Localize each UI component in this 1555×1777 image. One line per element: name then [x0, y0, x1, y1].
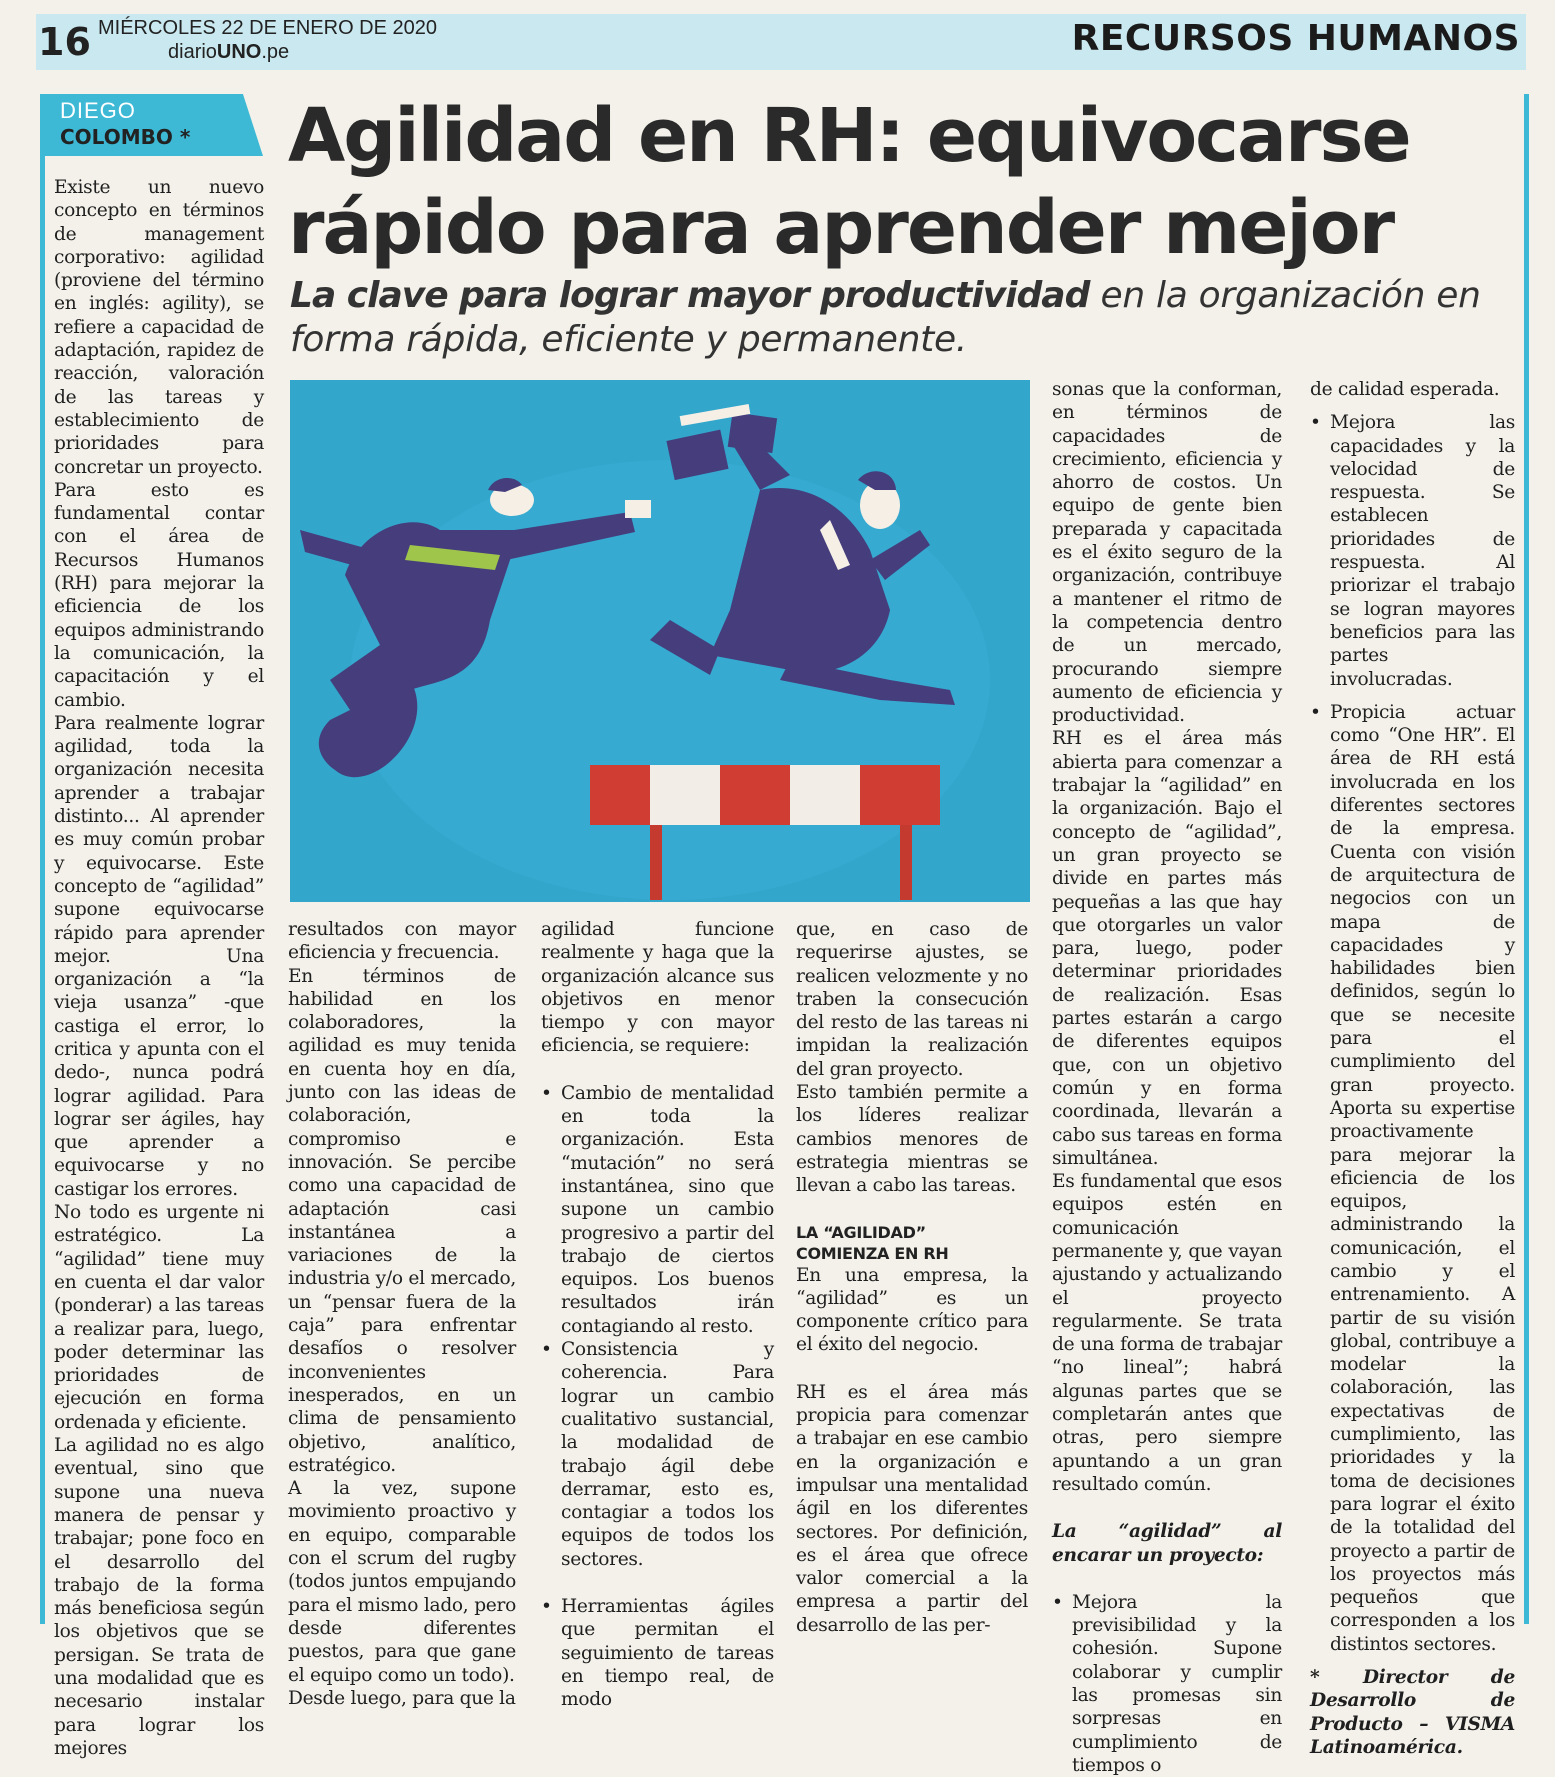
- background-glow: [350, 460, 990, 900]
- author-first-name: DIEGO: [60, 98, 136, 123]
- headline: [288, 90, 1518, 274]
- site-brand: UNO: [216, 41, 262, 63]
- bullet-item: • Propicia actuar como “One HR”. El área de RH está involucrada en los diferentes sectores de la empresa. Cuenta con visión de arquitectura de negocios con un mapa de capacidades y habilidades bien definidos, según lo que se necesite para el cumplimiento del gran proyecto. Aporta su expertise proactivamente para mejorar la eficiencia de los equipos, administrando la comunicación, el cambio y el entrenamiento. A partir de su visión global, contribuye a modelar la colaboración, las expectativas de cumplimiento, las prioridades y la toma de decisiones para lograr el éxito de la totalidad del proyecto a partir de los proyectos más pequeños que corresponden a los distintos sectores.: [1310, 701, 1515, 1656]
- section-subtitle-line-1: LA “AGILIDAD”: [796, 1222, 926, 1242]
- site-suffix: .pe: [261, 41, 290, 63]
- paragraph: Esto también permite a los líderes realizar cambios menores de estrategia mientras se llevan a cabo las tareas.: [796, 1082, 1028, 1197]
- author-last-name: COLOMBO *: [60, 125, 191, 149]
- bullet-item: • Mejora las capacidades y la velocidad de respuesta. Se establecen prioridades de respuesta. Al priorizar el trabajo se logran mayores beneficios para las partes involucradas.: [1310, 411, 1515, 691]
- paragraph: En una empresa, la “agilidad” es un componente crítico para el éxito del negocio.: [796, 1264, 1028, 1356]
- paragraph: En términos de habilidad en los colaboradores, la agilidad es muy tenida en cuenta hoy en día, junto con las ideas de colaboración, compromiso e innovación. Se percibe como una capacidad de adaptación casi instantánea a variaciones de la industria y/o el mercado, un “pensar fuera de la caja” para enfrentar desafíos o resolver inconvenientes inesperados, en un clima de pensamiento objetivo, analítico, estratégico.: [288, 965, 516, 1476]
- hurdle-segment: [650, 765, 720, 825]
- column-6: [1310, 378, 1515, 1759]
- paragraph: sonas que la conforman, en términos de capacidades de crecimiento, eficiencia y ahorro de costos. Un equipo de gente bien preparada y capacitada es el éxito seguro de la organización, contribuye a mantener el ritmo de la competencia dentro de un mercado, procurando siempre aumento de eficiencia y productividad.: [1052, 379, 1282, 727]
- column-4: [796, 918, 1028, 1637]
- paragraph: A la vez, supone movimiento proactivo y en equipo, comparable con el scrum del rugby (todos juntos empujando para el mismo lado, pero desde diferentes puestos, para que gane el equipo como un todo).: [288, 1478, 516, 1686]
- subheadline-rest: en la organización en forma rápida, eficiente y permanente.: [290, 275, 1481, 360]
- hurdle-segment: [790, 765, 860, 825]
- site-prefix: diario: [168, 41, 217, 63]
- bullet-item: • Herramientas ágiles que permitan el seguimiento de tareas en tiempo real, de modo: [541, 1595, 774, 1711]
- paragraph: resultados con mayor eficiencia y frecuencia.: [288, 919, 516, 964]
- paragraph: RH es el área más abierta para comenzar a trabajar la “agilidad” en la organización. Bajo el concepto de “agilidad”, un gran proyecto se divide en partes más pequeñas a las que hay que otorgarles un valor para, luego, poder determinar prioridades de realización. Esas partes estarán a cargo de diferentes equipos que, con un objetivo común y en forma coordinada, llevarán a cabo sus tareas en forma simultánea.: [1052, 728, 1282, 1169]
- paragraph: Es fundamental que esos equipos estén en comunicación permanente y, que vayan ajustando y actualizando el proyecto regularmente. Se trata de una forma de trabajar “no lineal”; habrá algunas partes que se completarán antes que otras, pero siempre apuntando a un gran resultado común.: [1052, 1171, 1282, 1495]
- headline-line-2: rápido para aprender mejor: [288, 185, 1394, 271]
- paragraph: que, en caso de requerirse ajustes, se realicen velozmente y no traben la consecución del resto de las tareas ni impidan la realización del gran proyecto.: [796, 919, 1028, 1080]
- author-credit: * Director de Desarrollo de Producto – VISMA Latinoamérica.: [1310, 1667, 1515, 1758]
- hurdle-segment: [590, 765, 650, 825]
- left-accent-rule: [40, 94, 45, 1624]
- paragraph: de calidad esperada.: [1310, 379, 1500, 400]
- paragraph: Desde luego, para que la: [288, 1687, 516, 1709]
- section-subtitle: [796, 1222, 1028, 1264]
- paragraph: Existe un nuevo concepto en términos de management corporativo: agilidad (proviene del término en inglés: agility), se refiere a capacidad de adaptación, rapidez de reacción, valoración de las tareas y establecimiento de prioridades para concretar un proyecto.: [54, 177, 264, 478]
- bullet-item: • Consistencia y coherencia. Para lograr un cambio cualitativo sustancial, la modalidad de trabajo ágil debe derramar, esto es, contagiar a todos los equipos de todos los sectores.: [541, 1338, 774, 1571]
- page-number: 16: [38, 20, 91, 64]
- paragraph: agilidad funcione realmente y haga que la organización alcance sus objetivos en menor tiempo y con mayor eficiencia, se requiere:: [541, 919, 774, 1057]
- headline-line-1: Agilidad en RH: equivocarse: [288, 93, 1410, 179]
- paragraph: La agilidad no es algo eventual, sino que supone una nueva manera de pensar y trabajar; pone foco en el desarrollo del trabajo de la forma más beneficiosa según los objetivos que se persigan. Se trata de una modalidad que es necesario instalar para lograr los mejores: [54, 1435, 264, 1759]
- paragraph: RH es el área más propicia para comenzar a trabajar en ese cambio en la organización e impulsar una mentalidad ágil en los diferentes sectores. Por definición, es el área que ofrece valor comercial a la empresa a partir del desarrollo de las per-: [796, 1381, 1028, 1636]
- paragraph: Para realmente lograr agilidad, toda la organización necesita aprender a trabajar distinto... Al aprender es muy común probar y equivocarse. Este concepto de “agilidad” supone equivocarse rápido para aprender mejor. Una organización a “la vieja usanza” -que castiga el error, lo critica y apunta con el dedo-, nunca podrá lograr agilidad. Para lograr ser ágiles, hay que aprender a equivocarse y no castigar los errores.: [54, 712, 264, 1200]
- hurdle-illustration: [290, 380, 1030, 902]
- bullet-item: • Mejora la previsibilidad y la cohesión. Supone colaborar y cumplir las promesas sin sorpresas en cumplimiento de tiempos o: [1052, 1591, 1282, 1777]
- publication-date: MIÉRCOLES 22 DE ENERO DE 2020: [98, 17, 438, 39]
- hurdle-segment: [860, 765, 940, 825]
- bullet-item: • Cambio de mentalidad en toda la organización. Esta “mutación” no será instantánea, sino que supone un cambio progresivo a partir del trabajo de ciertos equipos. Los buenos resultados irán contagiando al resto.: [541, 1082, 774, 1338]
- paragraph: Para esto es fundamental contar con el área de Recursos Humanos (RH) para mejorar la eficiencia de los equipos administrando la comunicación, la capacitación y el cambio.: [54, 479, 264, 711]
- paragraph: No todo es urgente ni estratégico. La “agilidad” tiene muy en cuenta el dar valor (ponderar) a las tareas a realizar para, luego, poder determinar las prioridades de ejecución en forma ordenada y eficiente.: [54, 1202, 264, 1433]
- column-5: [1052, 378, 1282, 1777]
- list-intro: La “agilidad” al encarar un proyecto:: [1052, 1521, 1282, 1566]
- column-3: [541, 918, 774, 1712]
- publication-site[interactable]: [168, 40, 289, 64]
- subheadline-bold: La clave para lograr mayor productividad: [290, 275, 1090, 316]
- male-hand: [625, 500, 651, 518]
- section-title: RECURSOS HUMANOS: [1071, 18, 1520, 59]
- right-accent-rule: [1524, 94, 1529, 1624]
- subheadline: [290, 274, 1520, 362]
- hurdle-segment: [720, 765, 790, 825]
- section-subtitle-line-2: COMIENZA EN RH: [796, 1243, 949, 1263]
- column-2: [288, 918, 516, 1710]
- column-1: [54, 176, 264, 1760]
